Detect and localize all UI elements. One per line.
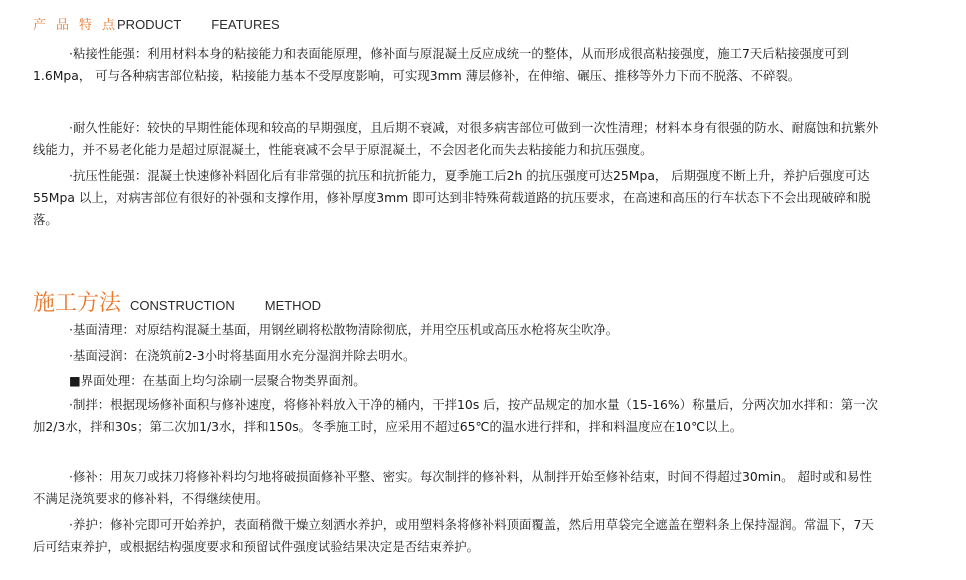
- features-title-en: [117, 17, 280, 32]
- method-paragraph-repair: ·修补：用灰刀或抹刀将修补料均匀地将破损面修补平整、密实。每次制拌的修补料，从制拌开始至修补结束，时间不得超过30min。 超时或和易性不满足浇筑要求的修补料，不得继续使用。: [33, 469, 872, 506]
- method-paragraph-mixing: ·制拌：根据现场修补面积与修补速度，将修补料放入干净的桶内，干拌10s 后，按产品规定的加水量（15-16%）称量后，分两次加水拌和：第一次加2/3水，拌和30s；第二次加1/3水，拌和150s。冬季施工时，应采用不超过65℃的温水进行拌和，拌和料温度应在10℃以上。: [33, 397, 878, 434]
- method-paragraph-interface: ■界面处理：在基面上均匀涂刷一层聚合物类界面剂。: [69, 373, 366, 388]
- feature-paragraph-adhesion: ·粘接性能强：利用材料本身的粘接能力和表面能原理，修补面与原混凝土反应成统一的整体，从而形成很高粘接强度，施工7天后粘接强度可到1.6Mpa， 可与各种病害部位粘接，粘接能力基本不受厚度影响，可实现3mm 薄层修补，在伸缩、碾压、推移等外力下而不脱落、不碎裂。: [33, 46, 850, 83]
- features-heading: [33, 14, 280, 33]
- feature-paragraph-compression: ·抗压性能强：混凝土快速修补料固化后有非常强的抗压和抗折能力，夏季施工后2h 的抗压强度可达25Mpa， 后期强度不断上升，养护后强度可达55Mpa 以上，对病害部位有很好的补强和支撑作用，修补厚度3mm 即可达到非特殊荷载道路的抗压要求，在高速和高压的行车状态下不会出现破碎和脱落。: [33, 168, 871, 227]
- method-title-en-2: METHOD: [264, 298, 322, 313]
- method-heading: [33, 286, 321, 317]
- method-title-cn: 施工方法: [33, 291, 122, 316]
- features-title-en-1: PRODUCT: [117, 17, 182, 32]
- method-paragraph-curing: ·养护：修补完即可开始养护，表面稍微干燥立刻洒水养护，或用塑料条将修补料顶面覆盖，然后用草袋完全遮盖在塑料条上保持湿润。常温下，7天后可结束养护，或根据结构强度要求和预留试件强度试验结果决定是否结束养护。: [33, 517, 874, 554]
- method-title-en: [130, 298, 321, 313]
- method-title-en-1: CONSTRUCTION: [130, 298, 235, 313]
- method-paragraph-cleaning: ·基面清理：对原结构混凝土基面，用钢丝刷将松散物清除彻底，并用空压机或高压水枪将灰尘吹净。: [69, 322, 619, 337]
- features-title-cn: 产品特点: [33, 18, 126, 33]
- method-paragraph-wetting: ·基面浸润：在浇筑前2-3小时将基面用水充分湿润并除去明水。: [69, 348, 416, 363]
- feature-paragraph-durability: ·耐久性能好：较快的早期性能体现和较高的早期强度，且后期不衰减，对很多病害部位可做到一次性清理；材料本身有很强的防水、耐腐蚀和抗紫外线能力，并不易老化能力是超过原混凝土，性能衰减不会早于原混凝土，不会因老化而失去粘接能力和抗压强度。: [33, 120, 879, 157]
- features-title-en-2: FEATURES: [211, 17, 280, 32]
